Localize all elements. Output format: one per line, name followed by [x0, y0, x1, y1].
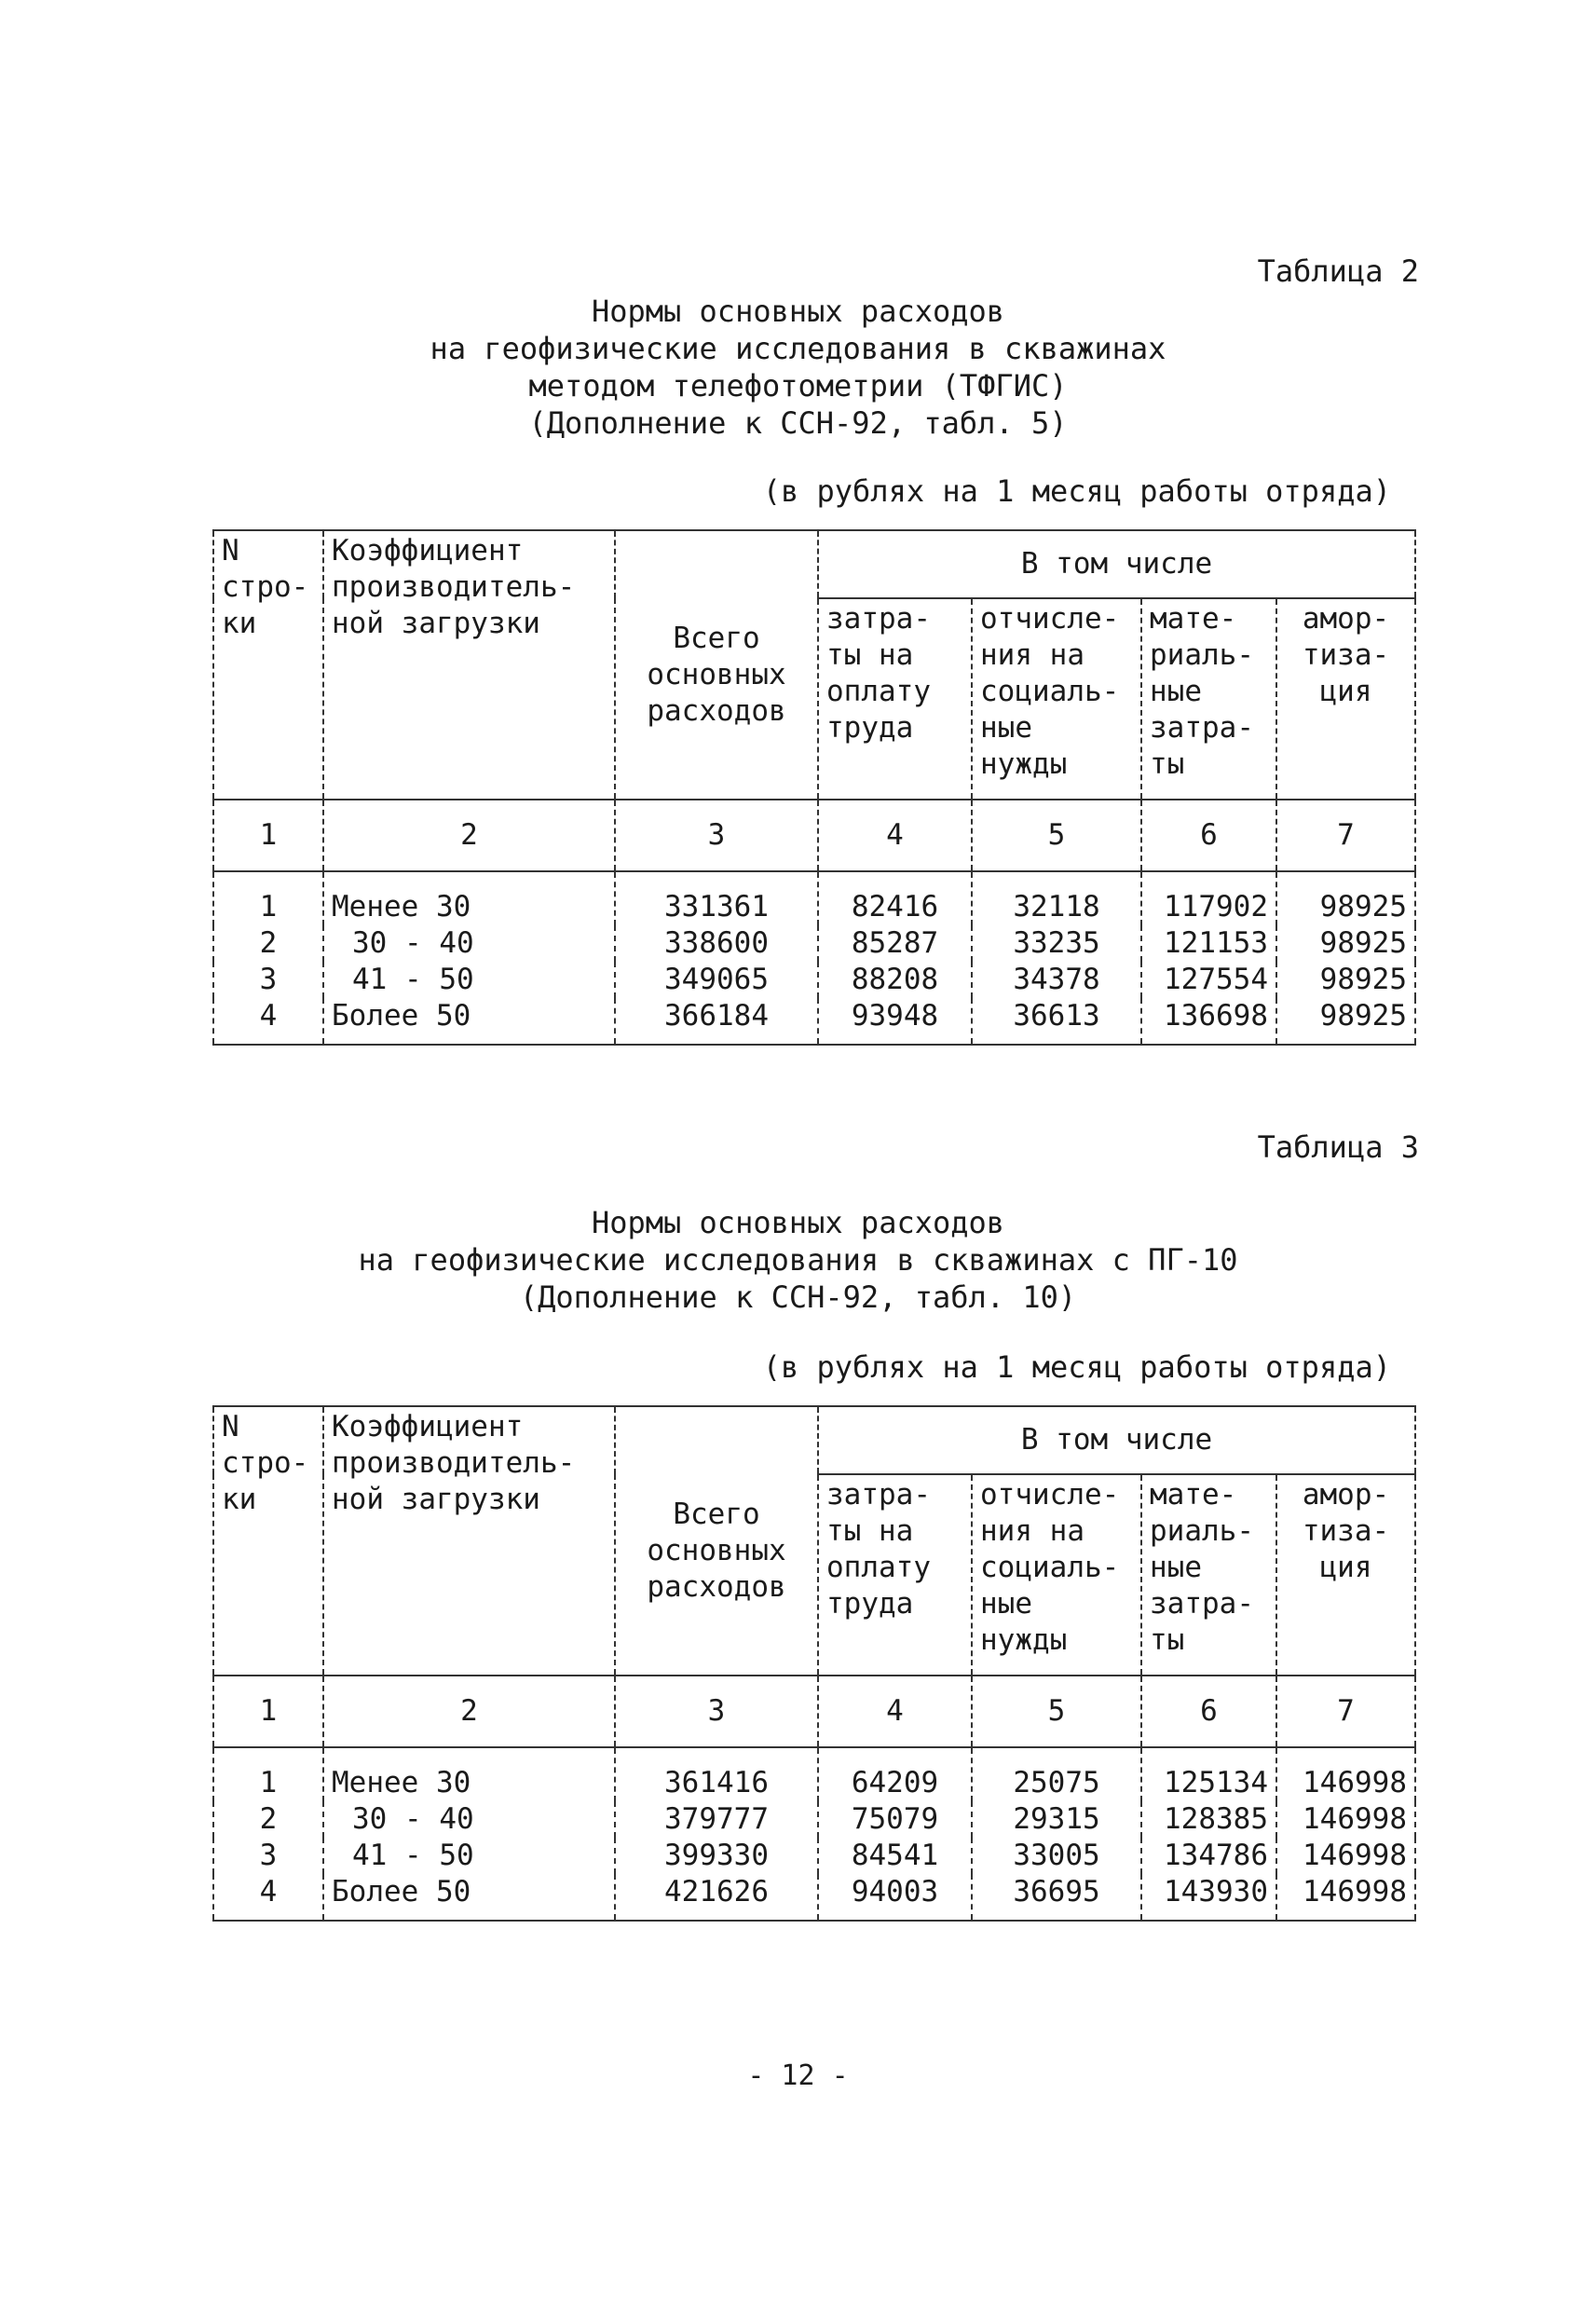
unit-note: (в рублях на 1 месяц работы отряда) [762, 1349, 1391, 1385]
header-row [213, 1406, 1415, 1474]
header-total: Всего основных расходов [615, 530, 818, 800]
title-line: Нормы основных расходов [591, 1205, 1005, 1240]
social-cell: 36695 [972, 1874, 1141, 1921]
labor-cell: 64209 [818, 1747, 972, 1801]
social-cell: 32118 [972, 871, 1141, 925]
labor-cell: 94003 [818, 1874, 972, 1921]
header-amortization: амор- тиза- ция [1276, 1474, 1415, 1676]
column-number: 2 [323, 1676, 615, 1747]
column-numbers-row [213, 1676, 1415, 1747]
coefficient-cell: Более 50 [323, 998, 615, 1045]
column-number: 1 [213, 800, 323, 871]
table-caption: Таблица 2 [1257, 253, 1419, 289]
amortization-cell: 98925 [1276, 998, 1415, 1045]
social-cell: 29315 [972, 1801, 1141, 1838]
total-cell: 421626 [615, 1874, 818, 1921]
header-amortization: амор- тиза- ция [1276, 598, 1415, 800]
table-row [213, 1838, 1415, 1874]
column-number: 7 [1276, 800, 1415, 871]
title-line: Нормы основных расходов [591, 294, 1005, 329]
header-materials: мате- риаль- ные затра- ты [1141, 598, 1276, 800]
title-line: методом телефотометрии (ТФГИС) [528, 368, 1068, 404]
column-number: 5 [972, 1676, 1141, 1747]
materials-cell: 143930 [1141, 1874, 1276, 1921]
unit-note: (в рублях на 1 месяц работы отряда) [762, 473, 1391, 509]
header-materials: мате- риаль- ные затра- ты [1141, 1474, 1276, 1676]
norms-table [212, 529, 1416, 1046]
labor-cell: 82416 [818, 871, 972, 925]
header-row [213, 530, 1415, 598]
title-line: (Дополнение к ССН-92, табл. 10) [519, 1279, 1077, 1315]
table-row [213, 925, 1415, 962]
amortization-cell: 146998 [1276, 1801, 1415, 1838]
table-row [213, 1747, 1415, 1801]
total-cell: 338600 [615, 925, 818, 962]
amortization-cell: 98925 [1276, 962, 1415, 998]
header-row-no: N стро- ки [213, 530, 323, 800]
column-number: 6 [1141, 800, 1276, 871]
table-title [0, 293, 1596, 442]
materials-cell: 121153 [1141, 925, 1276, 962]
total-cell: 361416 [615, 1747, 818, 1801]
total-cell: 366184 [615, 998, 818, 1045]
header-social: отчисле- ния на социаль- ные нужды [972, 598, 1141, 800]
amortization-cell: 146998 [1276, 1747, 1415, 1801]
column-number: 3 [615, 1676, 818, 1747]
coefficient-cell: 30 - 40 [323, 925, 615, 962]
column-number: 7 [1276, 1676, 1415, 1747]
row-number: 4 [213, 998, 323, 1045]
table-row [213, 998, 1415, 1045]
row-number: 2 [213, 1801, 323, 1838]
row-number: 3 [213, 1838, 323, 1874]
norms-table [212, 1405, 1416, 1922]
table-row [213, 962, 1415, 998]
amortization-cell: 98925 [1276, 925, 1415, 962]
column-number: 4 [818, 800, 972, 871]
coefficient-cell: 41 - 50 [323, 962, 615, 998]
amortization-cell: 98925 [1276, 871, 1415, 925]
coefficient-cell: 30 - 40 [323, 1801, 615, 1838]
labor-cell: 93948 [818, 998, 972, 1045]
column-number: 1 [213, 1676, 323, 1747]
row-number: 2 [213, 925, 323, 962]
table-row [213, 871, 1415, 925]
table-caption: Таблица 3 [1257, 1129, 1419, 1165]
materials-cell: 134786 [1141, 1838, 1276, 1874]
column-number: 4 [818, 1676, 972, 1747]
social-cell: 33235 [972, 925, 1141, 962]
header-total: Всего основных расходов [615, 1406, 818, 1676]
header-row-no: N стро- ки [213, 1406, 323, 1676]
column-number: 6 [1141, 1676, 1276, 1747]
table-row [213, 1801, 1415, 1838]
header-social: отчисле- ния на социаль- ные нужды [972, 1474, 1141, 1676]
coefficient-cell: Менее 30 [323, 871, 615, 925]
title-line: (Дополнение к ССН-92, табл. 5) [528, 405, 1068, 441]
header-labor: затра- ты на оплату труда [818, 1474, 972, 1676]
column-numbers-row [213, 800, 1415, 871]
total-cell: 349065 [615, 962, 818, 998]
materials-cell: 125134 [1141, 1747, 1276, 1801]
amortization-cell: 146998 [1276, 1838, 1415, 1874]
total-cell: 399330 [615, 1838, 818, 1874]
coefficient-cell: Более 50 [323, 1874, 615, 1921]
total-cell: 331361 [615, 871, 818, 925]
labor-cell: 88208 [818, 962, 972, 998]
coefficient-cell: 41 - 50 [323, 1838, 615, 1874]
social-cell: 25075 [972, 1747, 1141, 1801]
column-number: 3 [615, 800, 818, 871]
column-number: 5 [972, 800, 1141, 871]
header-including: В том числе [818, 1406, 1415, 1474]
row-number: 1 [213, 1747, 323, 1801]
row-number: 3 [213, 962, 323, 998]
social-cell: 33005 [972, 1838, 1141, 1874]
social-cell: 34378 [972, 962, 1141, 998]
column-number: 2 [323, 800, 615, 871]
labor-cell: 75079 [818, 1801, 972, 1838]
social-cell: 36613 [972, 998, 1141, 1045]
labor-cell: 85287 [818, 925, 972, 962]
materials-cell: 127554 [1141, 962, 1276, 998]
materials-cell: 128385 [1141, 1801, 1276, 1838]
total-cell: 379777 [615, 1801, 818, 1838]
header-coefficient: Коэффициент производитель- ной загрузки [323, 530, 615, 800]
title-line: на геофизические исследования в скважинах [430, 331, 1166, 366]
table-title [0, 1204, 1596, 1316]
header-including: В том числе [818, 530, 1415, 598]
row-number: 1 [213, 871, 323, 925]
page-number: - 12 - [747, 2059, 849, 2092]
labor-cell: 84541 [818, 1838, 972, 1874]
materials-cell: 136698 [1141, 998, 1276, 1045]
materials-cell: 117902 [1141, 871, 1276, 925]
coefficient-cell: Менее 30 [323, 1747, 615, 1801]
title-line: на геофизические исследования в скважинах с ПГ-10 [358, 1242, 1238, 1278]
row-number: 4 [213, 1874, 323, 1921]
table-row [213, 1874, 1415, 1921]
amortization-cell: 146998 [1276, 1874, 1415, 1921]
header-coefficient: Коэффициент производитель- ной загрузки [323, 1406, 615, 1676]
header-labor: затра- ты на оплату труда [818, 598, 972, 800]
